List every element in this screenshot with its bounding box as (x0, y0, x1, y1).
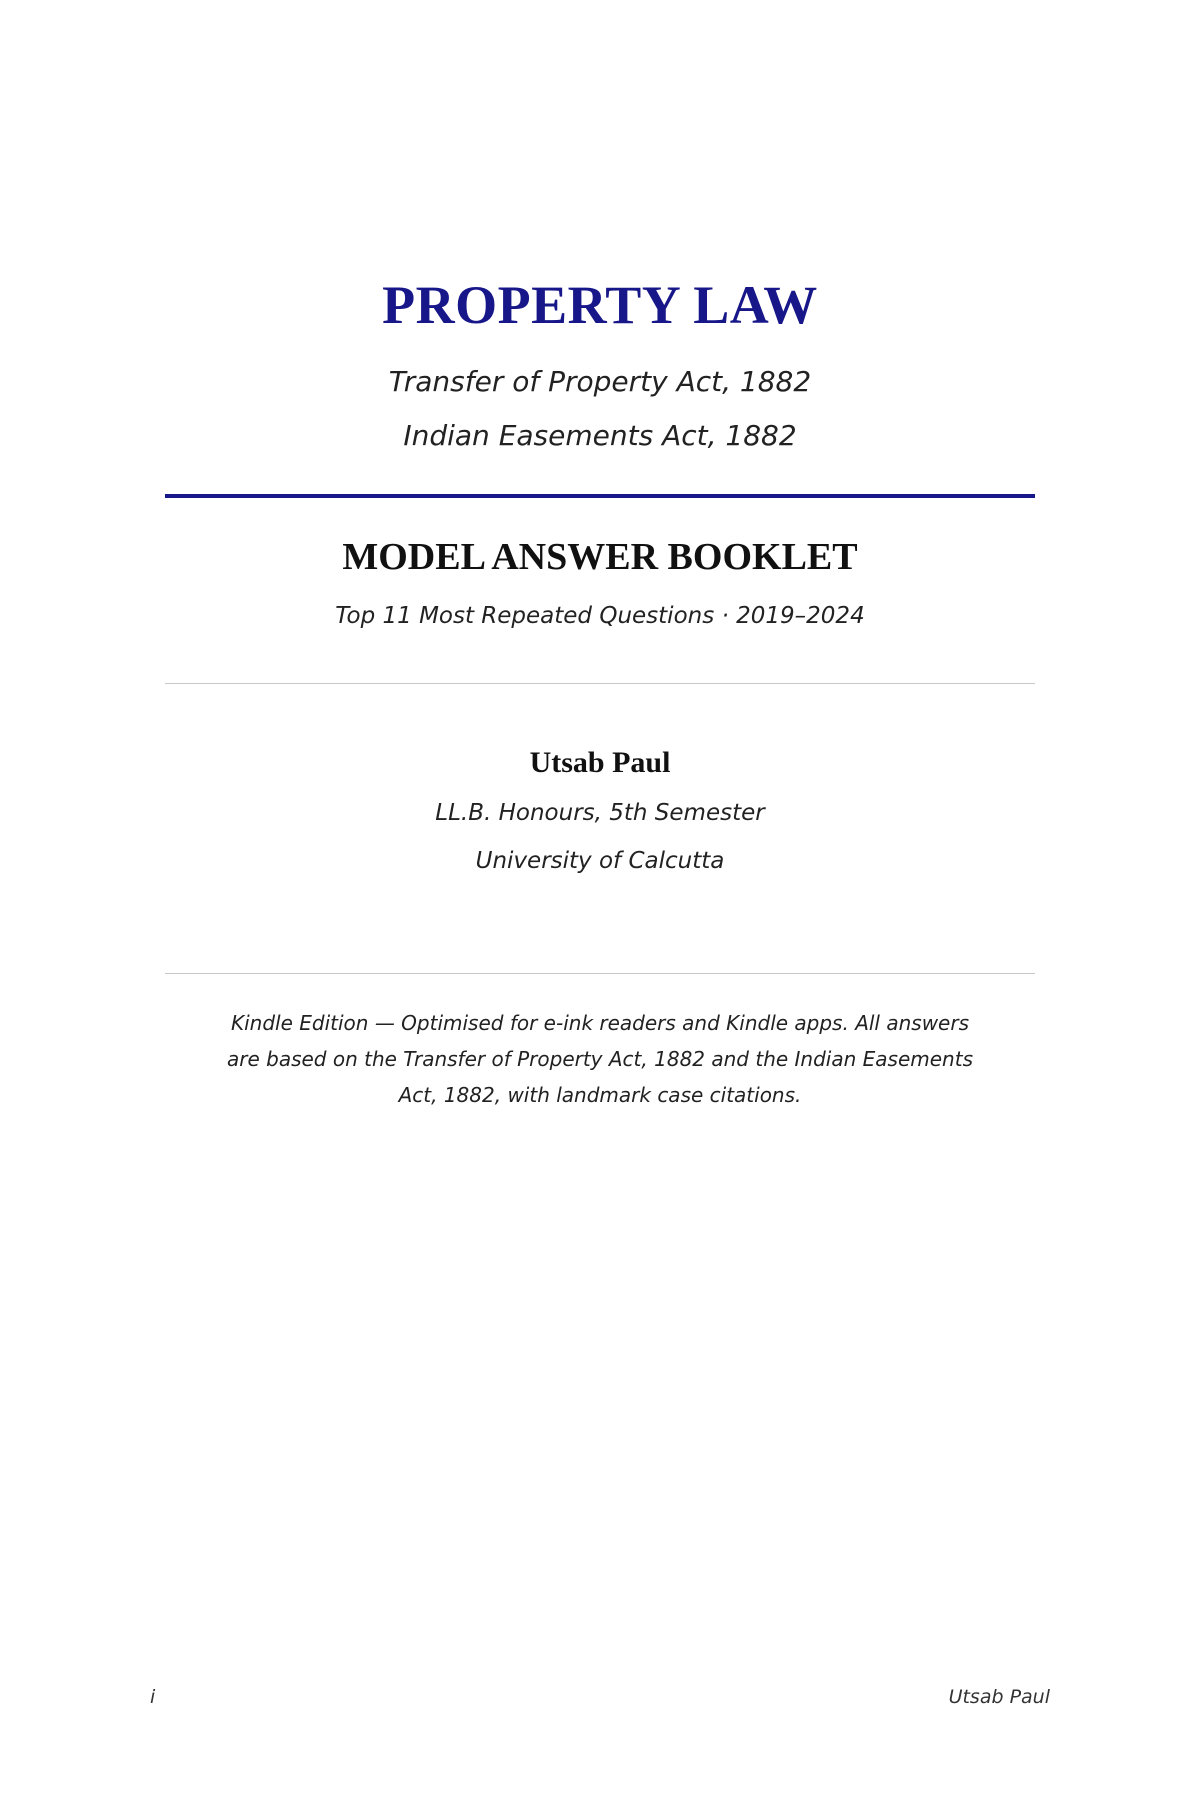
title-divider (165, 494, 1035, 498)
edition-note: Kindle Edition — Optimised for e-ink readers and Kindle apps. All answers are based on the Transfer of Property Act, 1882 and the Indian Easements Act, 1882, with landmark case citations. (226, 1011, 973, 1107)
booklet-heading: MODEL ANSWER BOOKLET (342, 536, 858, 578)
footer-page-number: i (150, 1686, 156, 1708)
footer-author: Utsab Paul (948, 1686, 1050, 1708)
subtitle-line-1: Transfer of Property Act, 1882 (388, 365, 812, 398)
author-name: Utsab Paul (529, 746, 671, 779)
section-divider-bottom (165, 973, 1035, 974)
tagline: Top 11 Most Repeated Questions · 2019–2024 (335, 603, 865, 629)
section-divider-top (165, 683, 1035, 684)
author-degree: LL.B. Honours, 5th Semester (435, 800, 765, 826)
subtitle-line-2: Indian Easements Act, 1882 (403, 419, 797, 452)
author-university: University of Calcutta (475, 848, 725, 874)
book-title: PROPERTY LAW (382, 275, 818, 335)
